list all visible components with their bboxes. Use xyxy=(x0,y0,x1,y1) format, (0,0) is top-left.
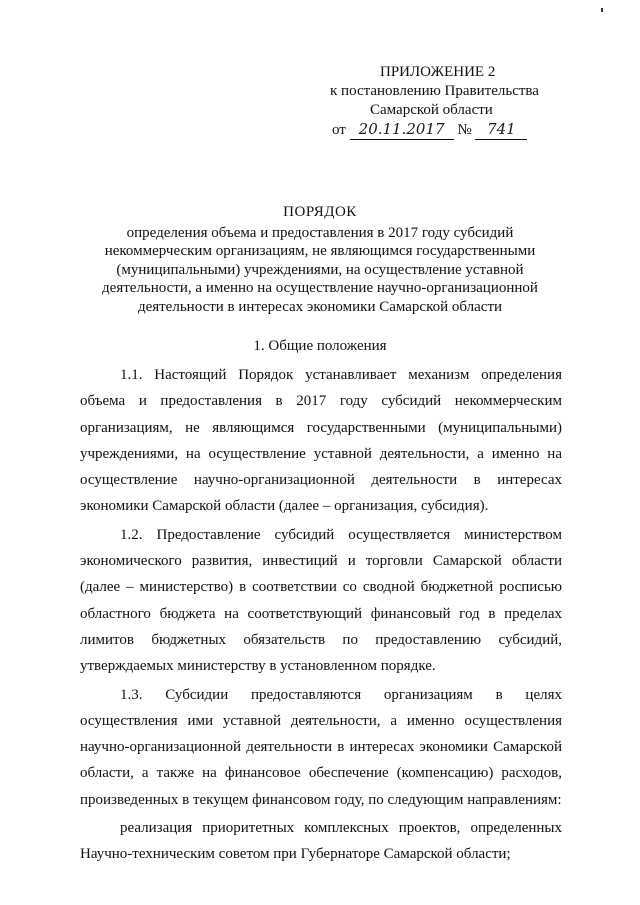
subtitle-line: деятельности, а именно на осуществление научно-организационной xyxy=(102,280,538,296)
from-label: от xyxy=(332,122,346,138)
document-title-block xyxy=(90,203,550,316)
subtitle-line: некоммерческим организациям, не являющимся государственными xyxy=(104,243,536,259)
document-heading: ПОРЯДОК xyxy=(283,204,357,220)
appendix-date-number-line xyxy=(330,120,560,144)
paragraph-1-3: 1.3. Субсидии предоставляются организациям в целях осуществления ими уставной деятельности, а именно осуществления научно-организационной деятельности в интересах экономики Самарской области, а также на финансовое обеспечение (компенсацию) расходов, произведенных в текущем финансовом году, по следующим направлениям: xyxy=(80,686,562,808)
scan-mark xyxy=(601,8,603,12)
appendix-region-line: Самарской области xyxy=(370,102,493,118)
date-field xyxy=(350,120,454,140)
handwritten-number: 741 xyxy=(487,120,516,138)
subtitle-line: определения объема и предоставления в 2017 году субсидий xyxy=(126,224,514,241)
number-field xyxy=(475,120,527,140)
paragraph-item: реализация приоритетных комплексных проектов, определенных Научно-техническим советом при Губернаторе Самарской области; xyxy=(80,820,562,863)
number-label: № xyxy=(457,122,472,138)
subtitle-line: деятельности в интересах экономики Самарской области xyxy=(137,298,503,315)
paragraph-1-1: 1.1. Настоящий Порядок устанавливает механизм определения объема и предоставления в 2017 году субсидий некоммерческим организациям, не являющимся государственными (муниципальными) учреждениями, на осуществление уставной деятельности, а именно на осуществление научно-организационной деятельности в интересах экономики Самарской области (далее – организация, субсидия). xyxy=(80,367,562,515)
paragraph-1-2: 1.2. Предоставление субсидий осуществляется министерством экономического развития, инвестиций и торговли Самарской области (далее – министерство) в соответствии со сводной бюджетной росписью областного бюджета на соответствующий финансовый год в пределах лимитов бюджетных обязательств по предоставлению субсидий, утверждаемых министерству в установленном порядке. xyxy=(80,526,562,675)
subtitle-line: (муниципальными) учреждениями, на осуществление уставной xyxy=(116,261,524,278)
document-body xyxy=(80,362,562,870)
appendix-block xyxy=(330,63,560,144)
appendix-resolution-line: к постановлению Правительства xyxy=(330,83,539,99)
handwritten-date: 20.11.2017 xyxy=(358,120,445,138)
appendix-title: ПРИЛОЖЕНИЕ 2 xyxy=(380,64,496,80)
section-title: 1. Общие положения xyxy=(253,338,387,354)
